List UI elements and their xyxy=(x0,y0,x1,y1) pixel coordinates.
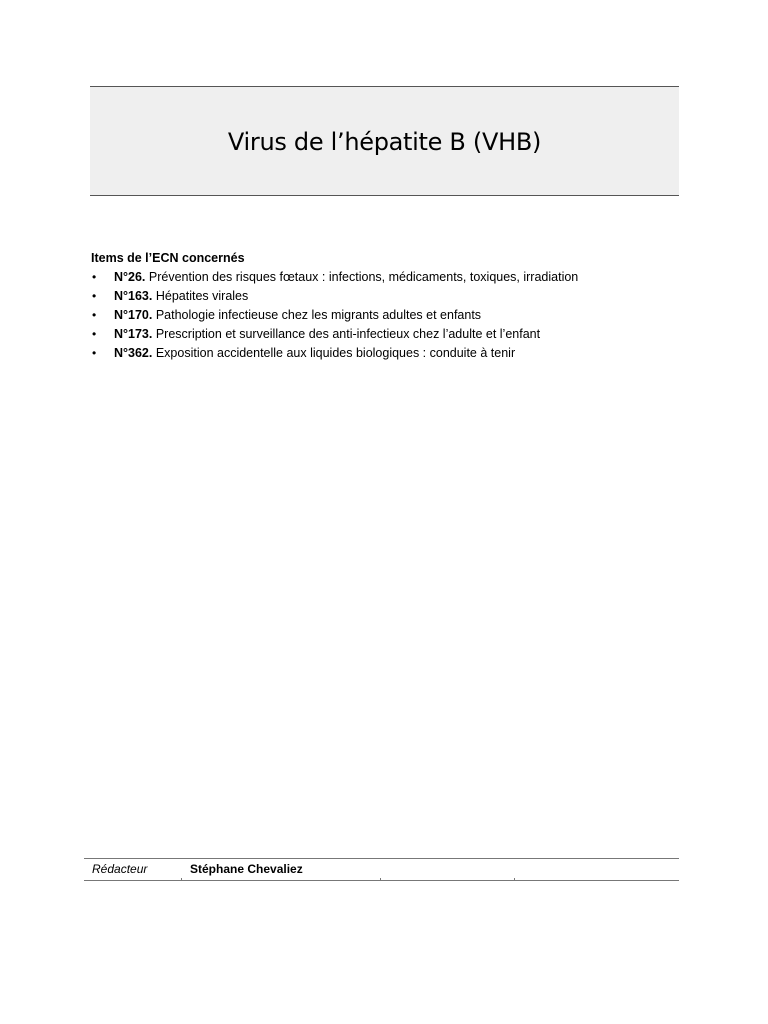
bullet-icon: • xyxy=(92,346,97,360)
author-table xyxy=(84,858,679,881)
title-band xyxy=(90,86,679,196)
bullet-icon: • xyxy=(92,289,97,303)
item-number: N°163. xyxy=(114,289,153,303)
item-text: Pathologie infectieuse chez les migrants adultes et enfants xyxy=(155,308,482,322)
document-title: Virus de l’hépatite B (VHB) xyxy=(227,128,542,156)
item-number: N°362. xyxy=(114,346,153,360)
list-item xyxy=(91,344,691,363)
author-label: Rédacteur xyxy=(92,862,148,876)
bullet-icon: • xyxy=(92,308,97,322)
author-name: Stéphane Chevaliez xyxy=(190,862,303,876)
list-item xyxy=(91,325,691,344)
column-divider xyxy=(380,878,381,881)
list-item xyxy=(91,268,691,287)
bullet-icon: • xyxy=(92,270,97,284)
item-text: Hépatites virales xyxy=(155,289,249,303)
items-heading: Items de l’ECN concernés xyxy=(91,251,245,265)
item-text: Prescription et surveillance des anti-infectieux chez l’adulte et l’enfant xyxy=(155,327,541,341)
items-list xyxy=(91,268,691,363)
ecn-items-section xyxy=(91,249,691,363)
item-number: N°170. xyxy=(114,308,153,322)
item-text: Prévention des risques fœtaux : infections, médicaments, toxiques, irradiation xyxy=(148,270,579,284)
item-text: Exposition accidentelle aux liquides biologiques : conduite à tenir xyxy=(155,346,516,360)
list-item xyxy=(91,306,691,325)
list-item xyxy=(91,287,691,306)
bullet-icon: • xyxy=(92,327,97,341)
column-divider xyxy=(514,878,515,881)
column-divider xyxy=(181,878,182,881)
item-number: N°26. xyxy=(114,270,146,284)
item-number: N°173. xyxy=(114,327,153,341)
